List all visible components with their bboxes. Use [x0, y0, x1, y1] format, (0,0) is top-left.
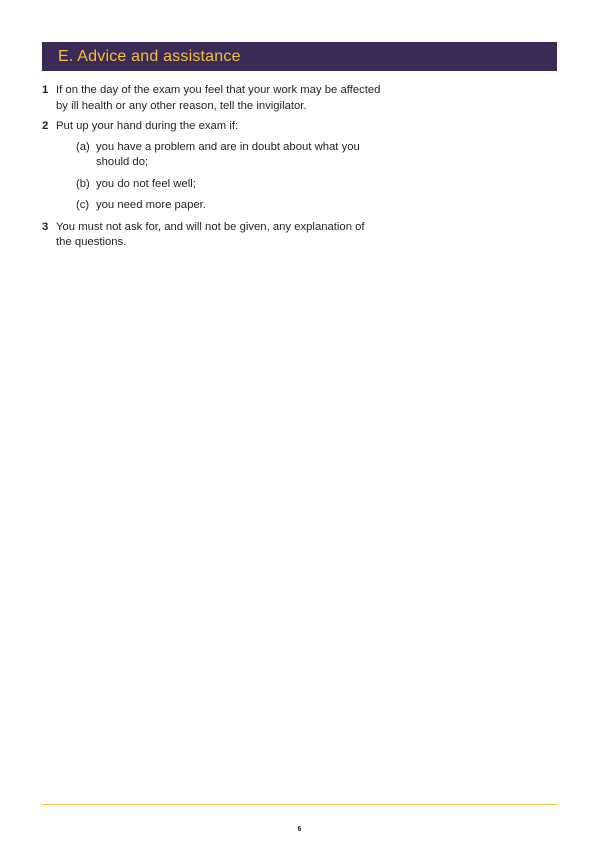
section-title: E. Advice and assistance	[58, 47, 241, 65]
sub-list	[76, 140, 406, 214]
item-text: If on the day of the exam you feel that your work may be affected by ill health or any other reason, tell the invigilator.	[56, 84, 381, 112]
item-number: 2	[42, 120, 49, 132]
list-item	[42, 119, 422, 135]
sub-list-item	[76, 198, 406, 214]
advice-list	[42, 83, 422, 256]
sub-item-label: (c)	[76, 199, 90, 211]
sub-item-text: you do not feel well;	[96, 177, 196, 190]
sub-item-text: you have a problem and are in doubt about what you should do;	[96, 140, 360, 168]
list-item	[42, 83, 422, 114]
sub-item-text: you need more paper.	[96, 199, 206, 211]
item-text: Put up your hand during the exam if:	[56, 120, 239, 132]
item-number: 3	[42, 220, 49, 233]
sub-list-item	[76, 177, 406, 193]
sub-item-label: (a)	[76, 140, 90, 153]
item-text: You must not ask for, and will not be given, any explanation of the questions.	[56, 220, 365, 248]
footer-divider	[42, 804, 557, 805]
section-header	[42, 42, 557, 71]
item-number: 1	[42, 84, 49, 96]
page-number: 6	[297, 826, 302, 833]
sub-list-item	[76, 140, 406, 171]
sub-item-label: (b)	[76, 177, 90, 190]
list-item	[42, 220, 422, 251]
